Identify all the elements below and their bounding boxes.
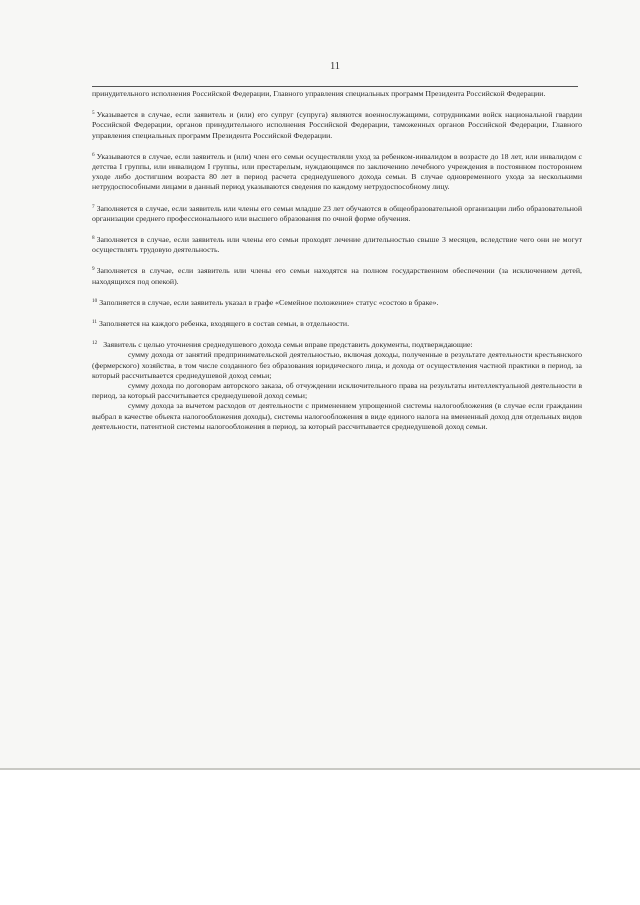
footnote-mark: 7 [92, 203, 95, 210]
footnote-mark: 12 [92, 340, 98, 347]
footnote-mark: 10 [92, 297, 98, 304]
footnote-5 [92, 108, 582, 141]
footnote-mark: 5 [92, 110, 95, 117]
footnote-12-intro [92, 338, 582, 350]
page-content [92, 89, 582, 432]
footnote-text: Заполняется в случае, если заявитель указал в графе «Семейное положение» статус «состою в браке». [99, 297, 439, 307]
footnote-8 [92, 233, 582, 255]
footnote-10 [92, 296, 582, 308]
footnote-text: Заполняется в случае, если заявитель или члены его семьи находятся на полном государственном обеспечении (за исключением детей, находящихся под опекой). [92, 266, 582, 286]
footnote-mark: 6 [92, 151, 95, 158]
footnote-text: Заполняется в случае, если заявитель или члены его семьи проходят лечение длительностью свыше 3 месяцев, вследствие чего они не могут осуществлять трудовую деятельность. [92, 235, 582, 255]
footnote-mark: 11 [92, 319, 97, 326]
footnote-text: Указываются в случае, если заявитель и (или) член его семьи осуществляли уход за ребенком-инвалидом в возрасте до 18 лет, или инвалидом с детства I группы, или инвалидом I группы, или престарелым, нуждающимся по заключению лечебного учреждения в постоянном постороннем уходе либо достигшим возраста 80 лет в период расчета среднедушевого дохода семьи. В случае одновременного ухода за несколькими нетрудоспособными лицами в данный период указываются сведения по каждому нетрудоспособному лицу. [92, 151, 582, 192]
footnote-text: Заявитель с целью уточнения среднедушевого дохода семьи вправе представить документы, подтверждающие: [103, 340, 473, 350]
footnote-6 [92, 150, 582, 193]
footnote-text: Заполняется в случае, если заявитель или члены его семьи младше 23 лет обучаются в общеобразовательной организации либо образовательной организации среднего профессионального или высшего образования по очной форме обучения. [92, 203, 582, 223]
page-number: 11 [329, 61, 341, 72]
footnote-text: Указывается в случае, если заявитель и (или) его супруг (супруга) являются военнослужащими, сотрудниками войск национальной гвардии Российской Федерации, органов принудительного исполнения Российской Федерации, таможенных органов Российской Федерации, Главного управления специальных программ Президента Российской Федерации. [92, 110, 582, 140]
continuation-paragraph: принудительного исполнения Российской Федерации, Главного управления специальных программ Президента Российской Федерации. [92, 89, 546, 98]
footnote-7 [92, 202, 582, 224]
footnote-text: Заполняется на каждого ребенка, входящего в состав семьи, в отдельности. [99, 319, 350, 329]
footnote-12-item: сумму дохода за вычетом расходов от деятельности с применением упрощенной системы налогообложения (в случае если гражданин выбрал в качестве объекта налогообложения доходы), системы налогообложения в виде единого налога на вмененный доход для отдельных видов деятельности, патентной системы налогообложения в период, за который рассчитывается среднедушевой доход семьи. [92, 401, 582, 431]
footnote-11 [92, 317, 582, 329]
header-divider [92, 86, 578, 87]
footnote-mark: 9 [92, 266, 95, 273]
footnote-12-item: сумму дохода от занятий предпринимательской деятельностью, включая доходы, полученные в результате деятельности крестьянского (фермерского) хозяйства, в том числе созданного без образования юридического лица, и дохода от осуществления частной практики в период, за который рассчитывается среднедушевой доход семьи; [92, 350, 582, 380]
footnote-12-item: сумму дохода по договорам авторского заказа, об отчуждении исключительного права на результаты интеллектуальной деятельности в период, за который рассчитывается среднедушевой доход семьи; [92, 381, 582, 401]
footnote-9 [92, 264, 582, 286]
footnote-12 [92, 338, 582, 432]
footnote-mark: 8 [92, 235, 95, 242]
